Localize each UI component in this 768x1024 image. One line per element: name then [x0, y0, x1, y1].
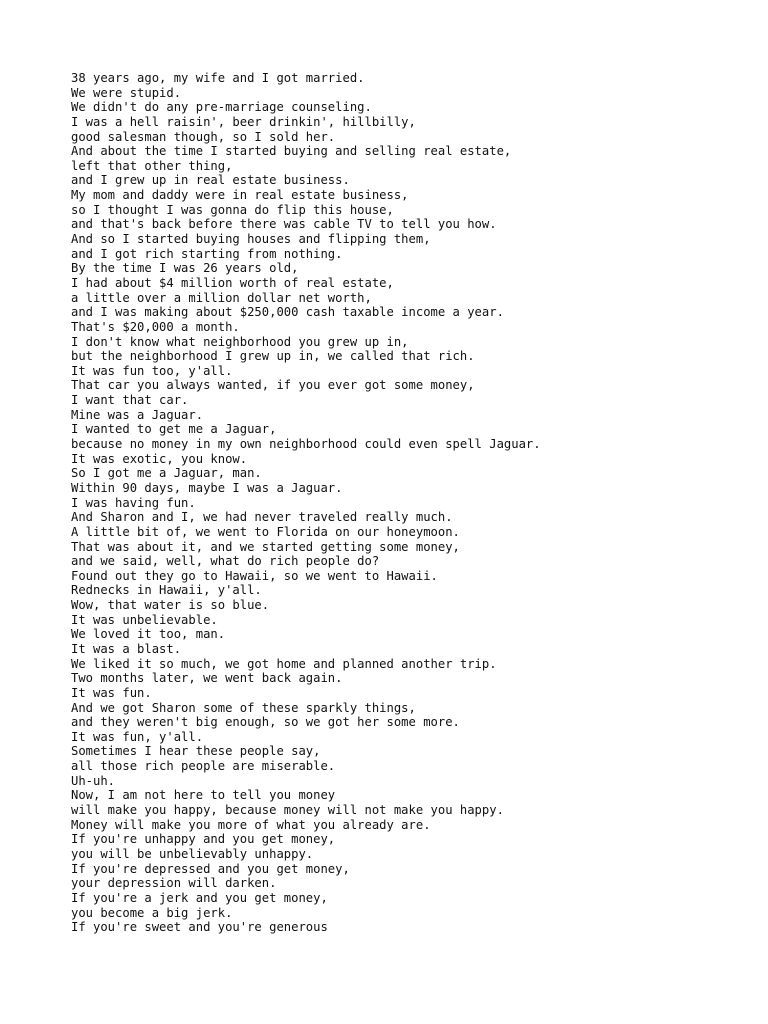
transcript-line: If you're sweet and you're generous [71, 920, 328, 935]
transcript-line: a little over a million dollar net worth, [71, 290, 372, 305]
transcript-line: I want that car. [71, 393, 189, 408]
transcript-line: If you're a jerk and you get money, [71, 890, 328, 905]
transcript-line: left that other thing, [71, 158, 233, 173]
transcript-line: We loved it too, man. [71, 627, 226, 642]
transcript-line: I had about $4 million worth of real estate, [71, 275, 394, 290]
transcript-line: If you're depressed and you get money, [71, 861, 350, 876]
transcript-line: So I got me a Jaguar, man. [71, 466, 262, 481]
transcript-line: It was exotic, you know. [71, 451, 248, 466]
transcript-line: And about the time I started buying and selling real estate, [71, 144, 512, 159]
transcript-line: I was a hell raisin', beer drinkin', hillbilly, [71, 114, 416, 129]
transcript-line: We liked it so much, we got home and planned another trip. [71, 656, 497, 671]
transcript-line: That's $20,000 a month. [71, 319, 240, 334]
transcript-line: Found out they go to Hawaii, so we went to Hawaii. [71, 568, 438, 583]
transcript-line: and I was making about $250,000 cash taxable income a year. [71, 305, 504, 320]
transcript-line: It was fun too, y'all. [71, 363, 233, 378]
transcript-line: And so I started buying houses and flipping them, [71, 232, 431, 247]
transcript-line: We didn't do any pre-marriage counseling. [71, 100, 372, 115]
transcript-line: Wow, that water is so blue. [71, 598, 270, 613]
transcript-line: That was about it, and we started getting some money, [71, 539, 460, 554]
transcript-line: Uh-uh. [71, 773, 116, 788]
transcript-line: I wanted to get me a Jaguar, [71, 422, 277, 437]
transcript-line: It was fun, y'all. [71, 729, 204, 744]
transcript-line: you become a big jerk. [71, 905, 233, 920]
transcript-line: Rednecks in Hawaii, y'all. [71, 583, 262, 598]
transcript-line: A little bit of, we went to Florida on our honeymoon. [71, 524, 460, 539]
transcript-line: will make you happy, because money will not make you happy. [71, 803, 504, 818]
transcript-line: We were stupid. [71, 85, 182, 100]
transcript-line: Mine was a Jaguar. [71, 407, 204, 422]
transcript-line: I don't know what neighborhood you grew up in, [71, 334, 409, 349]
transcript-line: My mom and daddy were in real estate business, [71, 188, 409, 203]
transcript-line: Two months later, we went back again. [71, 671, 343, 686]
transcript-line: And Sharon and I, we had never traveled really much. [71, 510, 453, 525]
transcript-line: By the time I was 26 years old, [71, 261, 299, 276]
transcript-line: And we got Sharon some of these sparkly things, [71, 700, 416, 715]
transcript-line: and I got rich starting from nothing. [71, 246, 343, 261]
transcript-line: It was fun. [71, 685, 152, 700]
transcript-line: It was unbelievable. [71, 612, 218, 627]
transcript-line: I was having fun. [71, 495, 196, 510]
transcript-line: and I grew up in real estate business. [71, 173, 350, 188]
transcript-line: and we said, well, what do rich people do? [71, 554, 380, 569]
transcript-line: because no money in my own neighborhood could even spell Jaguar. [71, 437, 541, 452]
transcript-line: so I thought I was gonna do flip this house, [71, 202, 394, 217]
transcript-line: It was a blast. [71, 641, 182, 656]
transcript-line: Sometimes I hear these people say, [71, 744, 321, 759]
transcript-line: Now, I am not here to tell you money [71, 788, 336, 803]
transcript-line: Within 90 days, maybe I was a Jaguar. [71, 480, 343, 495]
transcript-line: and that's back before there was cable TV to tell you how. [71, 217, 497, 232]
transcript-line: If you're unhappy and you get money, [71, 832, 336, 847]
transcript-line: That car you always wanted, if you ever got some money, [71, 378, 475, 393]
transcript-line: good salesman though, so I sold her. [71, 129, 336, 144]
transcript-line: and they weren't big enough, so we got her some more. [71, 715, 460, 730]
transcript-page [71, 71, 751, 935]
transcript-line: but the neighborhood I grew up in, we called that rich. [71, 349, 475, 364]
transcript-line: all those rich people are miserable. [71, 759, 336, 774]
transcript-line: you will be unbelievably unhappy. [71, 846, 314, 861]
transcript-line: your depression will darken. [71, 876, 277, 891]
transcript-line: Money will make you more of what you already are. [71, 817, 431, 832]
transcript-line: 38 years ago, my wife and I got married. [71, 71, 365, 85]
